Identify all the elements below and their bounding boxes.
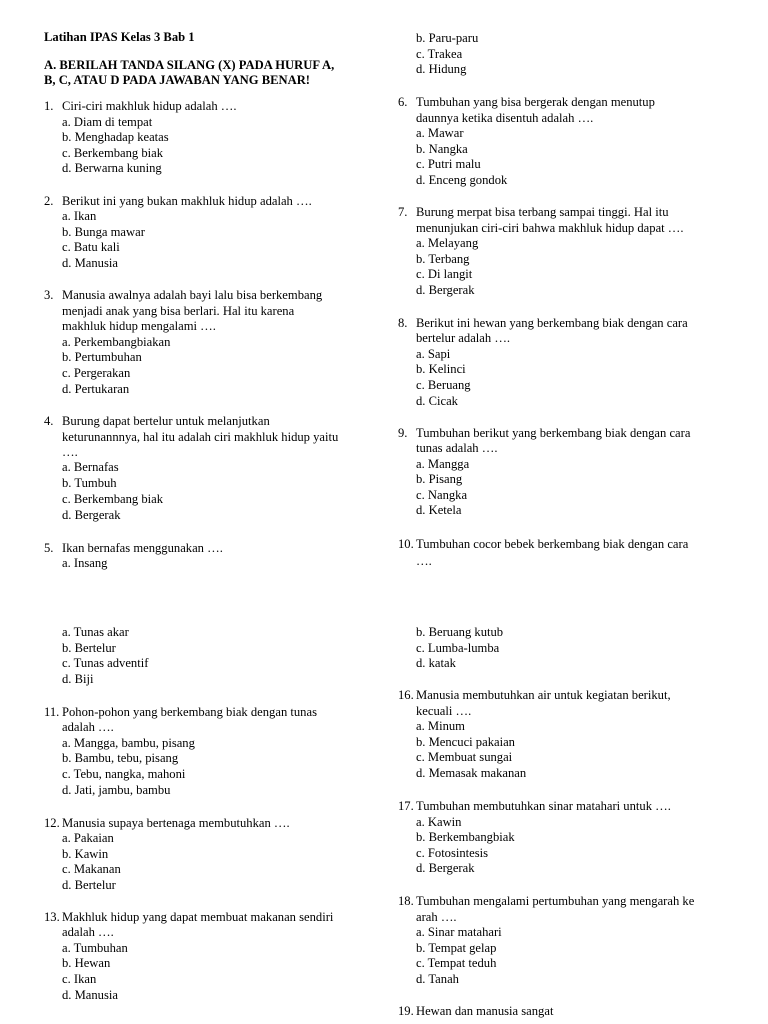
question-number: 4.: [44, 414, 54, 428]
option-a: a. Bernafas: [62, 460, 119, 474]
question-text-line-2: arah ….: [416, 910, 457, 924]
question-number: 8.: [398, 316, 408, 330]
option-d: d. Biji: [62, 672, 94, 686]
question-number: 10.: [398, 537, 414, 551]
question-text-line-2: ….: [416, 554, 432, 568]
option-b: b. Terbang: [416, 252, 470, 266]
option-c: c. Nangka: [416, 488, 468, 502]
option-a: a. Mangga: [416, 457, 470, 471]
option-b: b. Tumbuh: [62, 476, 117, 490]
option-c: c. Beruang: [416, 378, 471, 392]
worksheet-title: Latihan IPAS Kelas 3 Bab 1: [44, 30, 195, 44]
option-c: c. Berkembang biak: [62, 146, 164, 160]
option-c: c. Tempat teduh: [416, 956, 497, 970]
option-b: b. Pertumbuhan: [62, 350, 142, 364]
option-d: d. Jati, jambu, bambu: [62, 783, 171, 797]
option-b: b. Kelinci: [416, 362, 466, 376]
question-number: 17.: [398, 799, 414, 813]
option-d: d. Memasak makanan: [416, 766, 527, 780]
option-d: d. Manusia: [62, 988, 118, 1002]
option-c: c. Putri malu: [416, 157, 481, 171]
question-number: 12.: [44, 816, 60, 830]
question-text-line-2: bertelur adalah ….: [416, 331, 511, 345]
option-a: a. Diam di tempat: [62, 115, 153, 129]
question-text-line-2: daunnya ketika disentuh adalah ….: [416, 111, 594, 125]
option-d: d. Cicak: [416, 394, 458, 408]
option-a: a. Melayang: [416, 236, 479, 250]
option-b: b. Bambu, tebu, pisang: [62, 751, 179, 765]
option-b: b. Bertelur: [62, 641, 116, 655]
question-number: 13.: [44, 910, 60, 924]
option-a: a. Sapi: [416, 347, 451, 361]
question-number: 1.: [44, 99, 54, 113]
page-break-gap: [0, 596, 768, 616]
option-a: a. Tumbuhan: [62, 941, 128, 955]
option-b: b. Bunga mawar: [62, 225, 145, 239]
option-a: a. Sinar matahari: [416, 925, 502, 939]
question-text-line-1: Tumbuhan mengalami pertumbuhan yang mengarah ke: [416, 894, 695, 908]
option-c: c. Trakea: [416, 47, 463, 61]
question-number: 6.: [398, 95, 408, 109]
option-b: b. Nangka: [416, 142, 468, 156]
option-a: a. Tunas akar: [62, 625, 129, 639]
question-text-line-1: Makhluk hidup yang dapat membuat makanan sendiri: [62, 910, 334, 924]
instruction-line-2: B, C, ATAU D PADA JAWABAN YANG BENAR!: [44, 73, 311, 87]
question-text-line-2: adalah ….: [62, 925, 114, 939]
option-c: c. Tunas adventif: [62, 656, 149, 670]
question-text-line-1: Tumbuhan berikut yang berkembang biak dengan cara: [416, 426, 691, 440]
option-d: d. Hidung: [416, 62, 467, 76]
option-b: b. Menghadap keatas: [62, 130, 169, 144]
option-a: a. Kawin: [416, 815, 462, 829]
option-b: b. Hewan: [62, 956, 111, 970]
option-d: d. Bertelur: [62, 878, 116, 892]
option-d: d. Bergerak: [416, 861, 475, 875]
question-text-line-1: Tumbuhan cocor bebek berkembang biak dengan cara: [416, 537, 689, 551]
option-c: c. Tebu, nangka, mahoni: [62, 767, 186, 781]
option-d: d. Bergerak: [62, 508, 121, 522]
option-a: a. Ikan: [62, 209, 97, 223]
question-text: Ikan bernafas menggunakan ….: [62, 541, 223, 555]
question-number: 5.: [44, 541, 54, 555]
option-c: c. Batu kali: [62, 240, 120, 254]
option-a: a. Insang: [62, 556, 108, 570]
option-c: c. Makanan: [62, 862, 121, 876]
option-b: b. Beruang kutub: [416, 625, 504, 639]
question-number: 7.: [398, 205, 408, 219]
option-a: a. Minum: [416, 719, 465, 733]
option-b: b. Paru-paru: [416, 31, 479, 45]
option-c: c. Membuat sungai: [416, 750, 513, 764]
question-number: 16.: [398, 688, 414, 702]
option-b: b. Mencuci pakaian: [416, 735, 515, 749]
instruction-line-1: A. BERILAH TANDA SILANG (X) PADA HURUF A,: [44, 58, 335, 72]
question-text-line-1: Pohon-pohon yang berkembang biak dengan tunas: [62, 705, 317, 719]
option-b: b. Berkembangbiak: [416, 830, 515, 844]
question-text-line-1: Burung dapat bertelur untuk melanjutkan: [62, 414, 270, 428]
question-number: 19.: [398, 1004, 414, 1018]
question-text-line-3: ….: [62, 445, 78, 459]
question-number: 2.: [44, 194, 54, 208]
question-text-line-3: makhluk hidup mengalami ….: [62, 319, 216, 333]
option-d: d. katak: [416, 656, 456, 670]
question-text-line-1: Hewan dan manusia sangat: [416, 1004, 554, 1018]
question-number: 3.: [44, 288, 54, 302]
option-d: d. Pertukaran: [62, 382, 130, 396]
question-text-line-2: adalah ….: [62, 720, 114, 734]
option-d: d. Enceng gondok: [416, 173, 508, 187]
option-a: a. Mawar: [416, 126, 464, 140]
question-number: 9.: [398, 426, 408, 440]
option-c: c. Ikan: [62, 972, 97, 986]
question-text-line-1: Berikut ini hewan yang berkembang biak dengan cara: [416, 316, 688, 330]
option-d: d. Manusia: [62, 256, 118, 270]
option-c: c. Fotosintesis: [416, 846, 489, 860]
question-text: Ciri-ciri makhluk hidup adalah ….: [62, 99, 237, 113]
question-text-line-2: tunas adalah ….: [416, 441, 498, 455]
option-b: b. Kawin: [62, 847, 109, 861]
option-a: a. Perkembangbiakan: [62, 335, 171, 349]
option-c: c. Pergerakan: [62, 366, 131, 380]
option-b: b. Pisang: [416, 472, 463, 486]
option-d: d. Bergerak: [416, 283, 475, 297]
option-c: c. Lumba-lumba: [416, 641, 500, 655]
option-d: d. Tanah: [416, 972, 459, 986]
question-number: 11.: [44, 705, 60, 719]
option-a: a. Mangga, bambu, pisang: [62, 736, 195, 750]
question-text-line-2: menunjukan ciri-ciri bahwa makhluk hidup dapat ….: [416, 221, 684, 235]
question-text-line-2: menjadi anak yang bisa berlari. Hal itu karena: [62, 304, 295, 318]
option-d: d. Berwarna kuning: [62, 161, 162, 175]
question-text-line-1: Tumbuhan yang bisa bergerak dengan menutup: [416, 95, 655, 109]
option-c: c. Berkembang biak: [62, 492, 164, 506]
question-number: 18.: [398, 894, 414, 908]
question-text-line-1: Manusia awalnya adalah bayi lalu bisa berkembang: [62, 288, 323, 302]
question-text-line-2: kecuali ….: [416, 704, 472, 718]
option-a: a. Pakaian: [62, 831, 114, 845]
question-text-line-1: Burung merpat bisa terbang sampai tinggi. Hal itu: [416, 205, 669, 219]
question-text-line-1: Manusia membutuhkan air untuk kegiatan berikut,: [416, 688, 671, 702]
option-c: c. Di langit: [416, 267, 473, 281]
option-d: d. Ketela: [416, 503, 462, 517]
question-text: Manusia supaya bertenaga membutuhkan ….: [62, 816, 290, 830]
question-text: Berikut ini yang bukan makhluk hidup adalah ….: [62, 194, 312, 208]
question-text: Tumbuhan membutuhkan sinar matahari untuk ….: [416, 799, 671, 813]
option-b: b. Tempat gelap: [416, 941, 497, 955]
question-text-line-2: keturunannnya, hal itu adalah ciri makhluk hidup yaitu: [62, 430, 339, 444]
